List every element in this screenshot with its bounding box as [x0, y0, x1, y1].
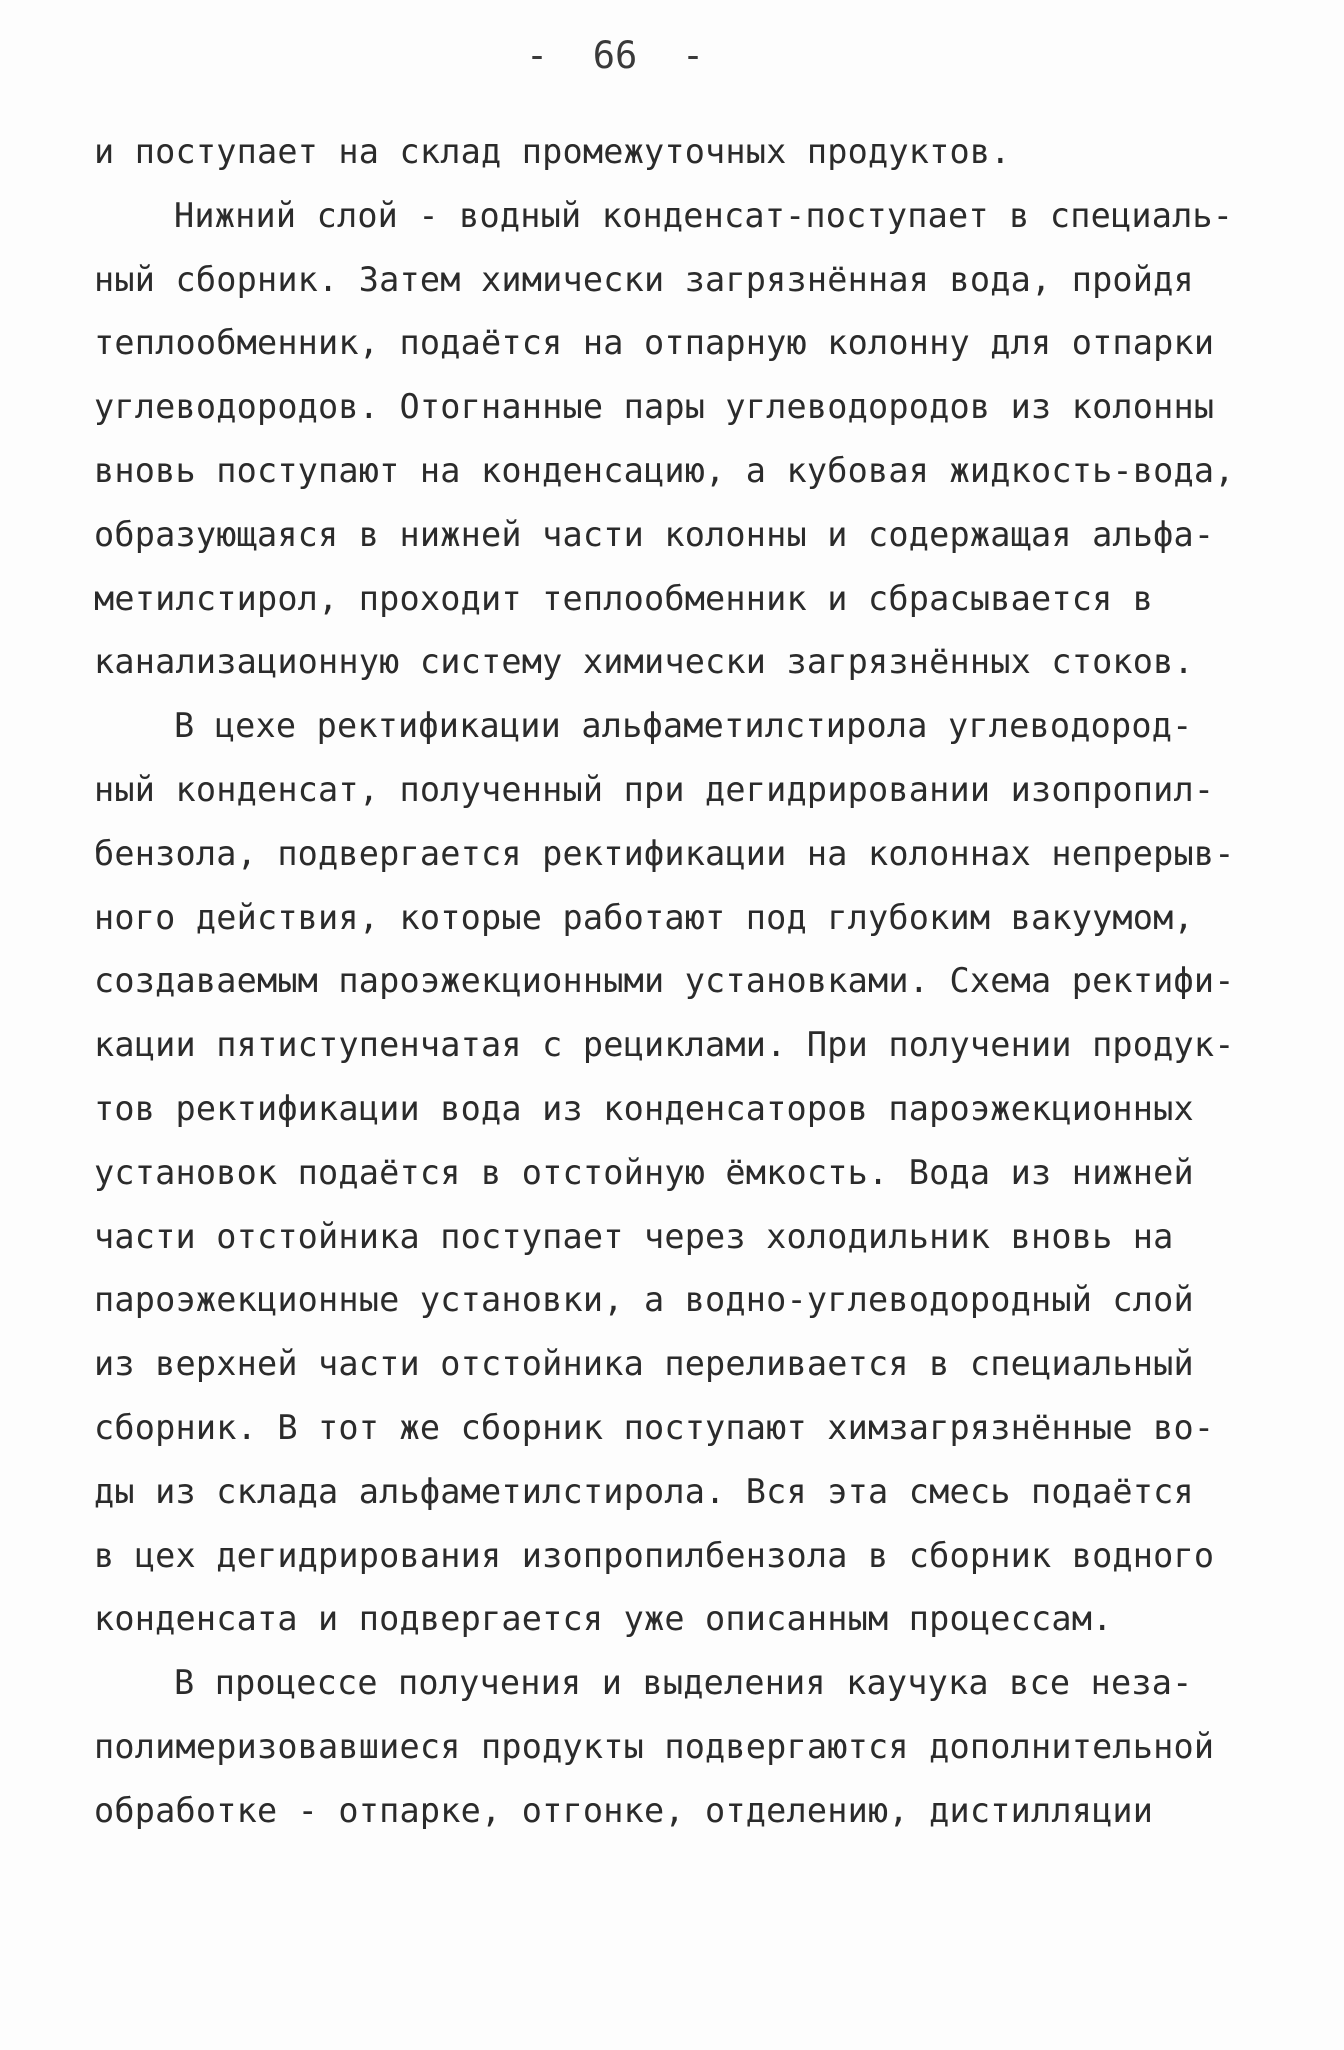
text-line: полимеризовавшиеся продукты подвергаются дополнительной	[94, 1726, 1215, 1766]
text-line: из верхней части отстойника переливается в специальный	[94, 1344, 1194, 1384]
text-line: пароэжекционные установки, а водно-углеводородный слой	[94, 1280, 1194, 1320]
paragraph	[94, 184, 1294, 694]
paragraph	[94, 694, 1294, 1651]
text-line: в цех дегидрирования изопропилбензола в сборник водного	[94, 1535, 1215, 1575]
body-text	[94, 120, 1294, 1843]
text-line: тов ректификации вода из конденсаторов пароэжекционных	[94, 1088, 1194, 1128]
text-line: вновь поступают на конденсацию, а кубовая жидкость-вода,	[94, 450, 1235, 490]
text-line: метилстирол, проходит теплообменник и сбрасывается в	[94, 578, 1154, 618]
text-line: установок подаётся в отстойную ёмкость. Вода из нижней	[94, 1152, 1194, 1192]
text-line: В процессе получения и выделения каучука все неза-	[174, 1663, 1193, 1703]
text-line: углеводородов. Отогнанные пары углеводородов из колонны	[94, 387, 1215, 427]
text-line: и поступает на склад промежуточных продуктов.	[94, 132, 1011, 171]
text-line: ного действия, которые работают под глубоким вакуумом,	[94, 897, 1194, 937]
paragraph	[94, 120, 1294, 184]
page-number: - 66 -	[525, 34, 705, 77]
paragraph	[94, 1651, 1294, 1842]
text-line: образующаяся в нижней части колонны и содержащая альфа-	[94, 514, 1215, 554]
text-line: ный конденсат, полученный при дегидрировании изопропил-	[94, 769, 1215, 809]
text-line: создаваемым пароэжекционными установками. Схема ректифи-	[94, 961, 1235, 1001]
text-line: обработке - отпарке, отгонке, отделению, дистилляции	[94, 1790, 1154, 1830]
text-line: конденсата и подвергается уже описанным процессам.	[94, 1599, 1113, 1639]
text-line: канализационную систему химически загрязнённых стоков.	[94, 642, 1194, 682]
text-line: сборник. В тот же сборник поступают химзагрязнённые во-	[94, 1407, 1215, 1447]
text-line: бензола, подвергается ректификации на колоннах непрерыв-	[94, 833, 1235, 873]
text-line: ды из склада альфаметилстирола. Вся эта смесь подаётся	[94, 1471, 1194, 1511]
text-line: кации пятиступенчатая с рециклами. При получении продук-	[94, 1025, 1235, 1065]
text-line: Нижний слой - водный конденсат-поступает в специаль-	[174, 195, 1234, 235]
text-line: В цехе ректификации альфаметилстирола углеводород-	[174, 706, 1193, 746]
text-line: части отстойника поступает через холодильник вновь на	[94, 1216, 1174, 1256]
text-line: ный сборник. Затем химически загрязнённая вода, пройдя	[94, 259, 1194, 299]
text-line: теплообменник, подаётся на отпарную колонну для отпарки	[94, 323, 1215, 363]
